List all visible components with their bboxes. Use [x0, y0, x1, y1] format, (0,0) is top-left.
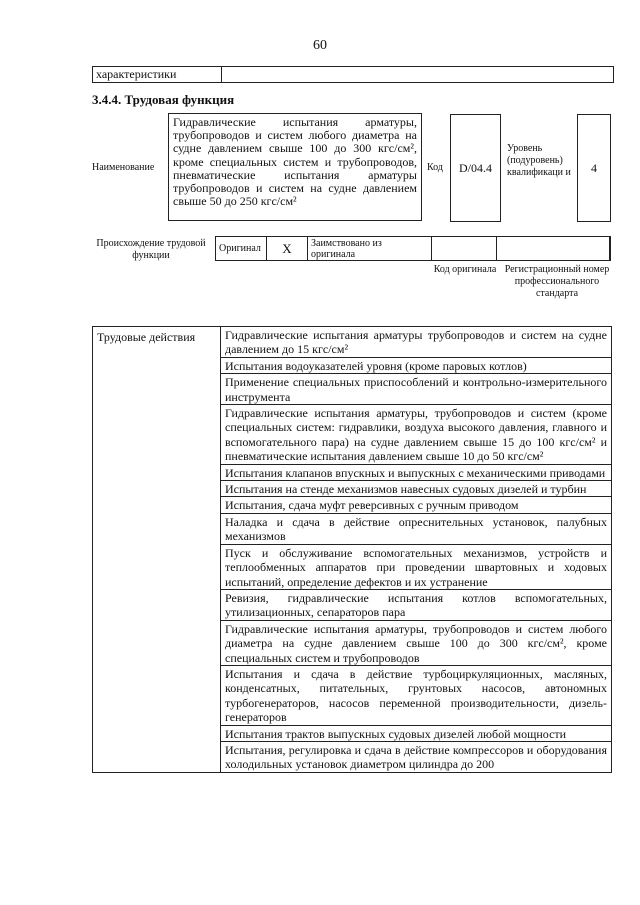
action-row: Испытания трактов выпускных судовых дизелей любой мощности	[221, 726, 611, 742]
action-row: Пуск и обслуживание вспомогательных механизмов, устройств и теплообменных аппаратов при проведении швартовных и ходовых испытаний, определение дефектов и их устранение	[221, 545, 611, 590]
action-row: Гидравлические испытания арматуры трубопроводов и систем на судне давлением до 15 кгс/см²	[221, 327, 611, 358]
action-row: Испытания, регулировка и сдача в действие компрессоров и оборудования холодильных установок диаметром цилиндра до 200	[225, 742, 607, 772]
section-title: 3.4.4. Трудовая функция	[92, 92, 235, 107]
registration-number-cell	[497, 237, 610, 260]
code-label: Код	[427, 162, 443, 173]
action-row: Ревизия, гидравлические испытания котлов вспомогательных, утилизационных, сепараторов пара	[221, 590, 611, 621]
actions-header-cell	[93, 327, 221, 772]
action-row: Испытания и сдача в действие турбоциркуляционных, масляных, конденсатных, питательных, грунтовых насосов, автономных турбогенераторов, насосов переменной производительности, дизель-генераторов	[221, 666, 611, 726]
actions-list	[221, 327, 611, 772]
function-code-box: D/04.4	[450, 114, 501, 222]
borrowed-label: Заимствовано из оригинала	[308, 237, 432, 260]
page-number: 60	[313, 38, 327, 53]
original-mark: X	[267, 237, 308, 260]
function-name-box: Гидравлические испытания арматуры, трубопроводов и систем любого диаметра на судне давлением свыше 100 до 300 кгс/см², кроме специальных систем и трубопроводов, пневматические испытания арматуры трубопроводов и систем на судне давлением свыше 50 до 250 кгс/см²	[168, 113, 422, 221]
origin-row	[215, 236, 611, 261]
action-row: Испытания на стенде механизмов навесных судовых дизелей и турбин	[221, 481, 611, 497]
action-row: Гидравлические испытания арматуры, трубопроводов и систем любого диаметра на судне давлением свыше 100 до 300 кгс/см², кроме специальных систем и трубопроводов	[221, 621, 611, 666]
previous-table-strip	[92, 66, 614, 83]
origin-label: Происхождение трудовой функции	[96, 238, 206, 261]
action-row: Применение специальных приспособлений и контрольно-измерительного инструмента	[221, 374, 611, 405]
registration-number-label: Регистрационный номер профессионального стандарта	[504, 264, 610, 299]
original-code-label: Код оригинала	[433, 264, 497, 275]
qualification-level-label: Уровень (подуровень) квалификаци и	[507, 143, 571, 178]
original-label: Оригинал	[216, 237, 267, 260]
action-row: Испытания клапанов впускных и выпускных с механическими приводами	[221, 465, 611, 481]
original-code-cell	[432, 237, 497, 260]
action-row: Испытания водоуказателей уровня (кроме паровых котлов)	[221, 358, 611, 374]
characteristics-cell: характеристики	[93, 67, 222, 82]
action-row: Наладка и сдача в действие опреснительных установок, палубных механизмов	[221, 514, 611, 545]
name-label: Наименование	[92, 162, 155, 173]
action-row: Испытания, сдача муфт реверсивных с ручным приводом	[221, 497, 611, 513]
action-row: Гидравлические испытания арматуры, трубопроводов и систем (кроме специальных систем: гидравлики, воздуха высокого давления, главного и вспомогательного пара) на судне давлением свыше 15 до 100 кгс/см² и пневматические испытания давлением свыше 10 до 50 кгс/см²	[221, 405, 611, 465]
labor-actions-table	[92, 326, 612, 773]
qualification-level-box: 4	[577, 114, 611, 222]
actions-header: Трудовые действия	[97, 330, 196, 344]
